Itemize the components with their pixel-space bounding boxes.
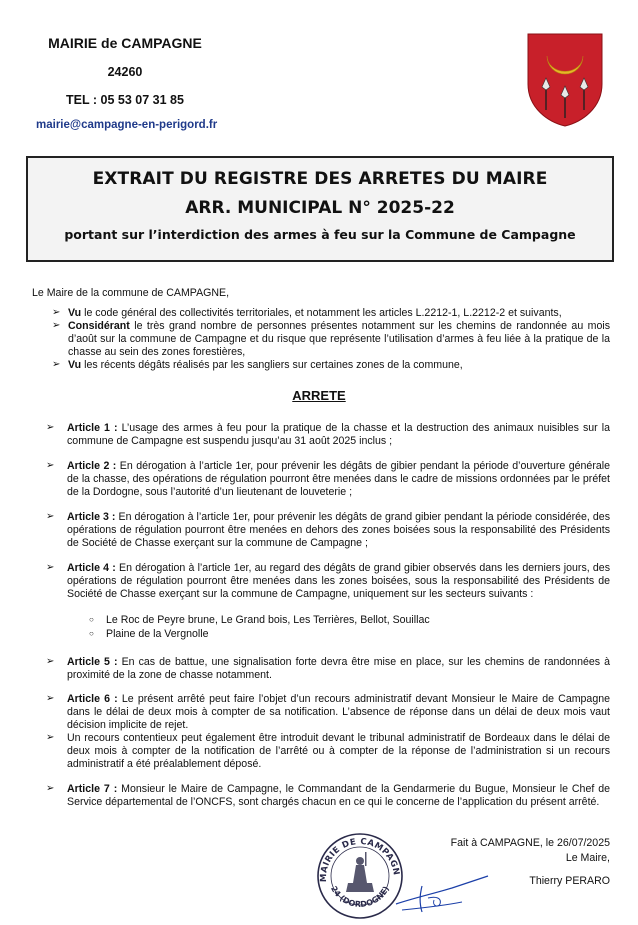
arrow-bullet-icon: ➢ [46, 422, 55, 433]
arrow-bullet-icon: ➢ [46, 656, 55, 667]
arrow-bullet-icon: ➢ [46, 511, 55, 522]
secteur-item: Le Roc de Peyre brune, Le Grand bois, Les Terrières, Bellot, Souillac [106, 614, 430, 626]
article-5: Article 5 : En cas de battue, une signalisation forte devra être mise en place, sur les chemins de randonnées à proximité de la zone de chasse notamment. [67, 656, 611, 681]
coat-of-arms-icon [524, 32, 606, 128]
title-registre: EXTRAIT DU REGISTRE DES ARRETES DU MAIRE [92, 169, 548, 189]
article-3: Article 3 : En dérogation à l’article 1er, pour prévenir les dégâts de grand gibier pendant la période considérée, des opérations de régulation pourront être menées en dehors des zones boisées sous la responsabilité des Présidents de Société de Chasse exerçant sur la commune de Campagne ; [67, 511, 610, 549]
title-box [26, 156, 614, 262]
svg-text:MAIRIE DE CAMPAGNE: MAIRIE DE CAMPAGN [318, 836, 402, 883]
arrow-bullet-icon: ➢ [46, 562, 55, 573]
secteur-item: Plaine de la Vergnolle [106, 628, 209, 640]
arrow-bullet-icon: ➢ [46, 732, 55, 743]
signature-name: Thierry PERARO [529, 875, 610, 887]
title-subject: portant sur l’interdiction des armes à feu sur la Commune de Campagne [64, 227, 576, 242]
article-6: Article 6 : Le présent arrêté peut faire l’objet d’un recours administratif devant Monsieur le Maire de Campagne dans le délai de deux mois à compter de sa notification. L’absence de réponse dans un délai de deux mois vaut décision implicite de rejet. [67, 693, 611, 731]
phone-number: TEL : 05 53 07 31 85 [66, 93, 184, 107]
arrow-bullet-icon: ➢ [46, 693, 55, 704]
recours-contentieux: Un recours contentieux peut également être introduit devant le tribunal administratif de Bordeaux dans le délai de deux mois à compter de la notification de l’arrêté ou à compter de la réponse de l’administration si un recours administratif a été préalablement déposé. [67, 732, 610, 770]
svg-text:24 (DORDOGNE): 24 (DORDOGNE) [328, 884, 392, 910]
postal-code: 24260 [107, 65, 143, 79]
arrow-bullet-icon: ➢ [46, 460, 55, 471]
considerant-item: Vu le code général des collectivités territoriales, et notamment les articles L.2212-1, L.2212-2 et suivants, [68, 307, 562, 319]
arrow-bullet-icon: ➢ [52, 320, 61, 331]
signature-date: Fait à CAMPAGNE, le 26/07/2025 [450, 837, 610, 849]
arrow-bullet-icon: ➢ [52, 359, 61, 370]
signature-mark [392, 868, 492, 916]
circle-bullet-icon: ○ [89, 615, 94, 624]
considerant-item: Considérant le très grand nombre de personnes présentes notamment sur les chemins de randonnée au mois d’août sur la commune de Campagne et du risque que représente l’utilisation d’armes à feu liée à la pratique de la chasse au sein des zones forestières, [68, 320, 610, 358]
article-4: Article 4 : En dérogation à l’article 1er, au regard des dégâts de grand gibier observés dans les derniers jours, des opérations de régulation pourront être menées dans les zones boisées, sous la responsabilité des Présidents de Société de Chasse exerçant sur la commune de Campagne, uniquement sur les secteurs suivants : [67, 562, 610, 600]
arrow-bullet-icon: ➢ [52, 307, 61, 318]
arrow-bullet-icon: ➢ [46, 783, 55, 794]
mairie-name: MAIRIE de CAMPAGNE [48, 35, 202, 51]
title-arrete-number: ARR. MUNICIPAL N° 2025-22 [185, 198, 455, 218]
considerant-item: Vu les récents dégâts réalisés par les sangliers sur certaines zones de la commune, [68, 359, 463, 371]
article-7: Article 7 : Monsieur le Maire de Campagne, le Commandant de la Gendarmerie du Bugue, Monsieur le Chef de Service départemental de l’ONCFS, sont chargés chacun en ce qui le concerne de l’application du présent arrêté. [67, 783, 610, 808]
arrete-heading: ARRETE [292, 388, 346, 403]
article-1: Article 1 : L’usage des armes à feu pour la pratique de la chasse et la destruction des animaux nuisibles sur la commune de Campagne est suspendu jusqu’au 31 août 2025 inclus ; [67, 422, 610, 447]
article-2: Article 2 : En dérogation à l’article 1er, pour prévenir les dégâts de gibier pendant la période d’ouverture générale de la chasse, des opérations de régulation pourront être menées dans le cadre de missions ordonnées par le préfet de la Dordogne, sous l’autorité d’un lieutenant de louveterie ; [67, 460, 610, 498]
intro-text: Le Maire de la commune de CAMPAGNE, [32, 287, 230, 299]
circle-bullet-icon: ○ [89, 629, 94, 638]
email-address: mairie@campagne-en-perigord.fr [36, 119, 218, 131]
signature-role: Le Maire, [565, 852, 610, 864]
